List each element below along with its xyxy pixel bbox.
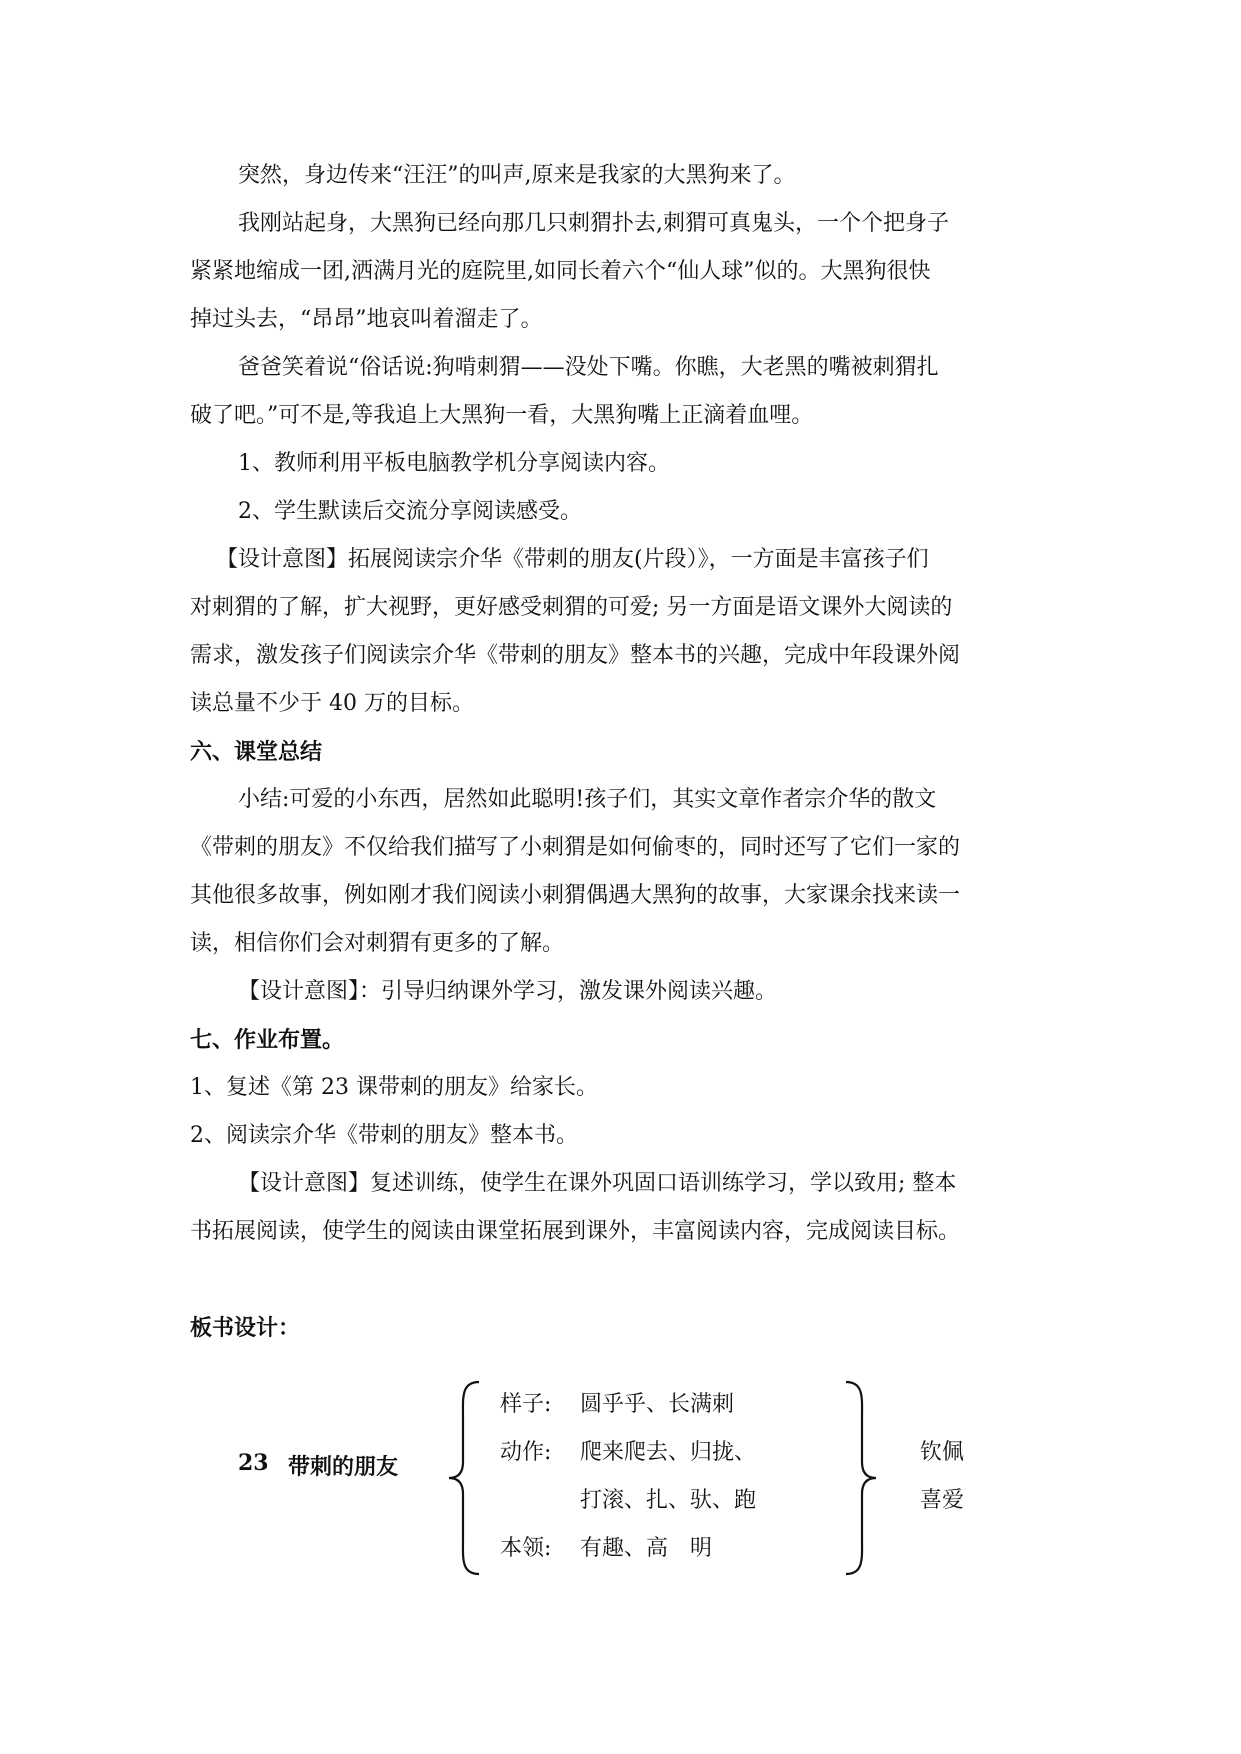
summary-line1: 小结:可爱的小东西，居然如此聪明!孩子们，其实文章作者宗介华的散文 <box>238 787 937 812</box>
board-design-heading: 板书设计： <box>190 1315 301 1341</box>
paragraph-hedgehog-line2: 紧紧地缩成一团,洒满月光的庭院里,如同长着六个“仙人球”似的。大黑狗很快 <box>190 259 931 284</box>
design-intent-3-line1: 【设计意图】复述训练，使学生在课外巩固口语训练学习，学以致用; 整本 <box>238 1171 957 1196</box>
paragraph-father-line2: 破了吧。”可不是,等我追上大黑狗一看，大黑狗嘴上正滴着血哩。 <box>190 403 814 428</box>
design-intent-1-line2: 对刺猬的了解，扩大视野，更好感受刺猬的可爱; 另一方面是语文课外大阅读的 <box>190 595 953 620</box>
section-7-heading: 七、作业布置。 <box>190 1027 345 1053</box>
body-text <box>190 152 1070 1352</box>
board-feeling-admire: 钦佩 <box>920 1440 965 1465</box>
step-2: 2、学生默读后交流分享阅读感受。 <box>238 499 582 524</box>
paragraph-hedgehog-line3: 掉过头去，“昂昂”地哀叫着溜走了。 <box>190 307 543 332</box>
step-1: 1、教师利用平板电脑教学机分享阅读内容。 <box>238 451 670 476</box>
homework-2: 2、阅读宗介华《带刺的朋友》整本书。 <box>190 1123 578 1148</box>
summary-line4: 读，相信你们会对刺猬有更多的了解。 <box>190 931 565 956</box>
paragraph-father-line1: 爸爸笑着说“俗话说:狗啃刺猬——没处下嘴。你瞧，大老黑的嘴被刺猬扎 <box>238 355 939 380</box>
board-row-skills <box>500 1534 712 1564</box>
design-intent-1-line3: 需求，激发孩子们阅读宗介华《带刺的朋友》整本书的兴趣，完成中年段课外阅 <box>190 643 961 668</box>
board-row-actions <box>500 1438 756 1468</box>
board-value-actions-cont: 打滚、扎、驮、跑 <box>580 1488 757 1513</box>
design-intent-2: 【设计意图】：引导归纳课外学习，激发课外阅读兴趣。 <box>238 979 778 1004</box>
board-design <box>190 1370 1070 1590</box>
board-value-actions: 爬来爬去、归拢、 <box>580 1440 757 1465</box>
paragraph-dog-arrives: 突然，身边传来“汪汪”的叫声,原来是我家的大黑狗来了。 <box>238 163 796 188</box>
right-brace-icon <box>840 1378 880 1578</box>
left-brace-icon <box>445 1378 485 1578</box>
board-row-appearance <box>500 1390 734 1420</box>
board-feeling-love: 喜爱 <box>920 1488 965 1513</box>
board-label-skills: 本领: <box>500 1536 552 1561</box>
board-value-appearance: 圆乎乎、长满刺 <box>580 1392 735 1417</box>
design-intent-3-line2: 书拓展阅读，使学生的阅读由课堂拓展到课外，丰富阅读内容，完成阅读目标。 <box>190 1219 961 1244</box>
board-label-appearance: 样子: <box>500 1392 552 1417</box>
board-value-skills: 有趣、高 明 <box>580 1536 713 1561</box>
paragraph-hedgehog-line1: 我刚站起身，大黑狗已经向那几只刺猬扑去,刺猬可真鬼头，一个个把身子 <box>238 211 949 236</box>
section-6-heading: 六、课堂总结 <box>190 739 323 765</box>
summary-line2: 《带刺的朋友》不仅给我们描写了小刺猬是如何偷枣的，同时还写了它们一家的 <box>190 835 961 860</box>
board-lesson-number: 23 <box>238 1450 269 1476</box>
design-intent-1-line4: 读总量不少于 40 万的目标。 <box>190 691 474 716</box>
board-label-actions: 动作: <box>500 1440 552 1465</box>
design-intent-1-line1: 【设计意图】拓展阅读宗介华《带刺的朋友(片段）》，一方面是丰富孩子们 <box>216 547 929 572</box>
summary-line3: 其他很多故事，例如刚才我们阅读小刺猬偶遇大黑狗的故事，大家课余找来读一 <box>190 883 961 908</box>
board-lesson-title: 带刺的朋友 <box>288 1454 399 1480</box>
homework-1: 1、复述《第 23 课带刺的朋友》给家长。 <box>190 1075 598 1100</box>
